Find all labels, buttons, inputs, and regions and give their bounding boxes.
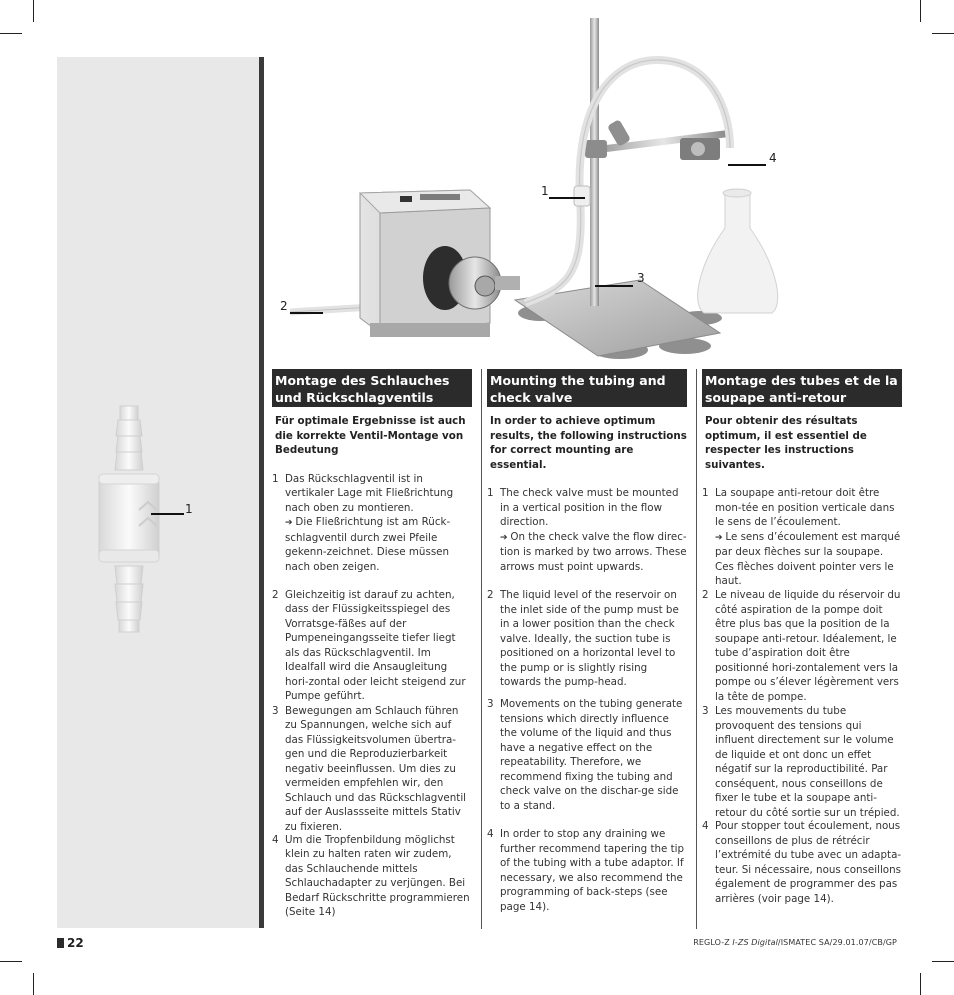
check-valve-figure — [90, 400, 170, 640]
list-item: 3 Bewegungen am Schlauch führen zu Spannungen, welche sich auf das Flüssigkeitsvolumen übertra-gen und die Reproduzierbarkeit negativ beeinflussen. Um dies zu vermeiden empfehlen wir, den Schlauch und das Rückschlagventil auf der Auslassseite mittels Stativ zu fixieren. — [272, 704, 467, 833]
document-reference: REGLO-Z I-ZS Digital/ISMATEC SA/29.01.07/CB/GP — [693, 938, 897, 947]
callout-line — [595, 285, 633, 287]
column-separator — [696, 369, 697, 929]
callout-line — [290, 312, 323, 314]
arrow-right-icon: ➔ — [715, 532, 726, 543]
crop-mark — [0, 33, 22, 34]
main-callout-3: 3 — [637, 271, 645, 285]
page-marker — [57, 938, 64, 948]
crop-mark — [33, 973, 34, 995]
callout-line — [151, 513, 184, 515]
list-item: 4 Pour stopper tout écoulement, nous conseillons de plus de rétrécir l’extrémité du tube avec un adapta-teur. Si nécessaire, nous conseillons également de programmer des pas arrières (voir page 14). — [702, 820, 902, 905]
column-english — [487, 369, 687, 914]
crop-mark — [0, 961, 22, 962]
list-item: 2 The liquid level of the reservoir on the inlet side of the pump must be in a lower position than the check valve. Ideally, the suction tube is positioned on a horizontal level to the pump or is slightly rising towards the pump-head. — [487, 589, 679, 688]
page-number: 22 — [57, 936, 84, 950]
list-item: 4 Um die Tropfenbildung möglichst klein zu halten raten wir zudem, das Schlauchende mittels Schlauchadapter zu verjüngen. Bei Bedarf Rückschritte programmieren (Seite 14) — [272, 833, 470, 918]
list-item: 1 La soupape anti-retour doit être mon-tée en position verticale dans le sens de l’écoulement. ➔ Le sens d’écoulement est marqué par deux flèches sur la soupape. Ces flèches doivent pointer vers le haut. — [702, 487, 901, 587]
list-item: 2 Le niveau de liquide du réservoir du côté aspiration de la pompe doit être plus bas que la position de la soupape anti-retour. Idéalement, le tube d’aspiration doit être positionné hori-zontalement vers la pompe ou s’élever légèrement vers la tête de pompe. — [702, 589, 901, 703]
crop-mark — [920, 973, 921, 995]
vertical-rule — [259, 57, 264, 928]
list-item: 3 Les mouvements du tube provoquent des tensions qui influent directement sur le volume de liquide et ont donc un effet négatif sur la reproductibilité. Par conséquent, nous conseillons de fixer le tube et la soupape anti-retour du côté sortie sur un trépied. — [702, 705, 900, 819]
crop-mark — [920, 0, 921, 22]
column-intro: Pour obtenir des résultats optimum, il est essentiel de respecter les instructions suivantes. — [705, 415, 867, 471]
list-item: 2 Gleichzeitig ist darauf zu achten, dass der Flüssigkeitsspiegel des Vorratsge-fäßes auf der Pumpeneingangsseite tiefer liegt als das Rückschlagventil. Im Idealfall wird die Ansaugleitung hori-zontal oder leicht steigend zur Pumpe geführt. — [272, 588, 466, 702]
callout-line — [549, 197, 585, 199]
column-title: Montage des tubes et de la soupape anti-retour — [702, 369, 902, 407]
crop-mark — [932, 33, 954, 34]
main-callout-2: 2 — [280, 299, 288, 313]
arrow-right-icon: ➔ — [285, 518, 296, 528]
column-german — [272, 369, 472, 920]
crop-mark — [932, 961, 954, 962]
main-callout-4: 4 — [769, 151, 777, 165]
column-intro: Für optimale Ergebnisse ist auch die korrekte Ventil-Montage von Bedeutung — [275, 415, 466, 456]
column-title: Mounting the tubing and check valve — [487, 369, 687, 407]
column-intro: In order to achieve optimum results, the following instructions for correct mounting are essential. — [490, 415, 687, 471]
arrow-right-icon: ➔ — [500, 532, 511, 543]
list-item: 1 Das Rückschlagventil ist in vertikaler Lage mit Fließrichtung nach oben zu montieren. ➔ Die Fließrichtung ist am Rück-schlagventil durch zwei Pfeile gekenn-zeichnet. Diese müssen nach oben zeigen. — [272, 472, 454, 573]
column-french — [702, 369, 902, 906]
column-separator — [481, 369, 482, 929]
side-callout-1: 1 — [185, 502, 193, 516]
list-item: 3 Movements on the tubing generate tensions which directly influence the volume of the liquid and thus have a negative effect on the repeatability. Therefore, we recommend fixing the tubing and check valve on the dischar-ge side to a stand. — [487, 698, 683, 812]
pump-setup-figure — [280, 18, 800, 363]
main-callout-1: 1 — [541, 184, 549, 198]
crop-mark — [33, 0, 34, 22]
callout-line — [728, 164, 766, 166]
column-title: Montage des Schlauches und Rückschlagventils — [272, 369, 472, 407]
list-item: 1 The check valve must be mounted in a vertical position in the flow direction. ➔ On the check valve the flow direc-tion is marked by two arrows. These arrows must point upwards. — [487, 487, 687, 573]
list-item: 4 In order to stop any draining we further recommend tapering the tip of the tubing with a tube adaptor. If necessary, we also recommend the programming of back-steps (see page 14). — [487, 828, 685, 913]
